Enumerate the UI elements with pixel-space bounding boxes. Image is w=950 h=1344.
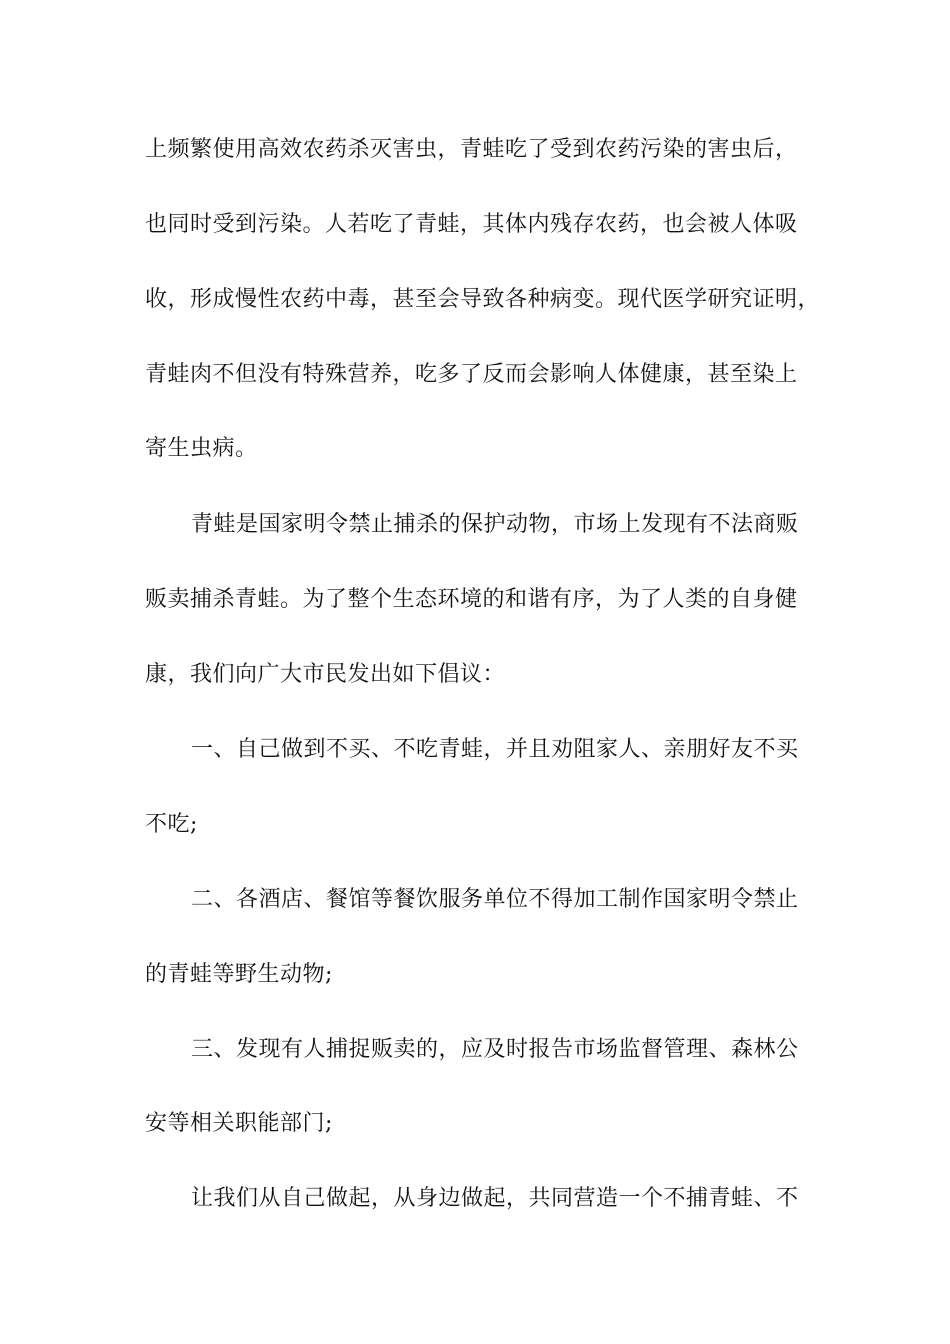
text-line-5: 寄生虫病。 <box>145 436 258 461</box>
text-line-15: 让我们从自己做起，从身边做起，共同营造一个不捕青蛙、不 <box>191 1186 799 1211</box>
text-line-13: 三、发现有人捕捉贩卖的，应及时报告市场监督管理、森林公 <box>191 1037 799 1062</box>
text-line-7: 贩卖捕杀青蛙。为了整个生态环境的和谐有序，为了人类的自身健 <box>145 587 798 612</box>
text-line-11: 二、各酒店、餐馆等餐饮服务单位不得加工制作国家明令禁止 <box>191 887 799 912</box>
text-line-8: 康，我们向广大市民发出如下倡议： <box>145 662 506 687</box>
text-line-2: 也同时受到污染。人若吃了青蛙，其体内残存农药，也会被人体吸 <box>145 212 798 237</box>
text-line-3: 收，形成慢性农药中毒，甚至会导致各种病变。现代医学研究证明， <box>145 287 821 312</box>
text-line-6: 青蛙是国家明令禁止捕杀的保护动物，市场上发现有不法商贩 <box>191 512 799 537</box>
text-line-14: 安等相关职能部门; <box>145 1111 333 1136</box>
text-line-1: 上频繁使用高效农药杀灭害虫，青蛙吃了受到农药污染的害虫后， <box>145 137 798 162</box>
text-line-12: 的青蛙等野生动物; <box>145 962 333 987</box>
text-line-9: 一、自己做到不买、不吃青蛙，并且劝阻家人、亲朋好友不买 <box>191 737 799 762</box>
text-line-4: 青蛙肉不但没有特殊营养，吃多了反而会影响人体健康，甚至染上 <box>145 362 798 387</box>
text-line-10: 不吃; <box>145 812 198 837</box>
